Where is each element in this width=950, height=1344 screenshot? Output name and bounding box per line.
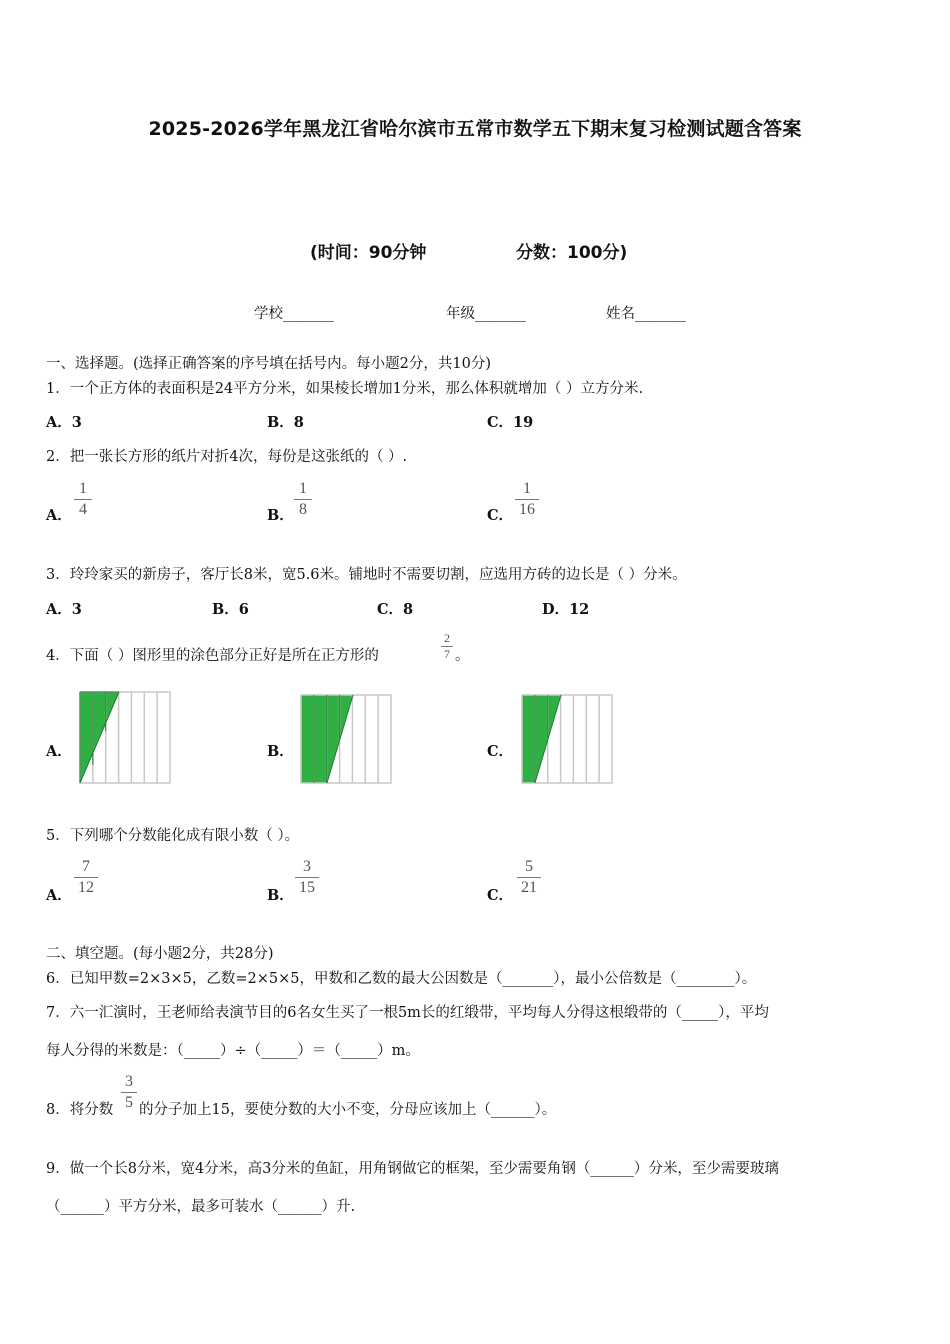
question-4-tail: 。 — [455, 648, 470, 664]
question-8: 8．将分数 — [46, 1102, 114, 1118]
question-7-line-2: 每人分得的米数是：（_____）÷（_____）＝（_____）m。 — [46, 1043, 420, 1059]
q4-figure-a — [79, 691, 171, 784]
q5-option-b: B． — [267, 887, 294, 904]
q4-denominator: 7 — [444, 647, 450, 661]
question-3: 3．玲玲家买的新房子，客厅长8米，宽5.6米。铺地时不需要切割，应选用方砖的边长是（ ）分米。 — [46, 567, 687, 583]
question-5: 5．下列哪个分数能化成有限小数（ ）。 — [46, 828, 300, 844]
q5-option-c: C． — [487, 887, 514, 904]
q5-c-numerator: 5 — [525, 858, 533, 875]
section1-heading: 一、选择题。(选择正确答案的序号填在括号内。每小题2分，共10分) — [46, 356, 491, 372]
q4-option-a: A． — [46, 743, 72, 760]
question-1: 1．一个正方体的表面积是24平方分米，如果棱长增加1分米，那么体积就增加（ ）立方分米. — [46, 381, 644, 397]
q1-option-c: C．19 — [487, 414, 534, 431]
exam-time: (时间：90分钟 — [310, 243, 427, 263]
q2-c-denominator: 16 — [519, 501, 535, 518]
name-field: 姓名_______ — [606, 306, 686, 322]
exam-score: 分数：100分) — [516, 243, 628, 263]
question-4: 4．下面（ ）图形里的涂色部分正好是所在正方形的 — [46, 648, 379, 664]
q8-fraction — [121, 1073, 137, 1112]
q4-option-b: B． — [267, 743, 294, 760]
q3-option-d: D．12 — [542, 601, 590, 618]
q3-option-b: B．6 — [212, 601, 249, 618]
question-7-line-1: 7．六一汇演时，王老师给表演节目的6名女生买了一根5m长的红缎带，平均每人分得这根缎带的（_____），平均 — [46, 1005, 769, 1021]
q2-a-numerator: 1 — [79, 480, 87, 497]
q4-figure-b — [300, 694, 392, 785]
question-9-line-2: （______）平方分米，最多可装水（______）升. — [46, 1199, 356, 1215]
q2-option-b: B． — [267, 507, 294, 524]
grade-field: 年级_______ — [446, 306, 526, 322]
q3-option-a: A．3 — [46, 601, 82, 618]
q8-numerator: 3 — [125, 1073, 133, 1090]
q3-option-c: C．8 — [377, 601, 414, 618]
q8-denominator: 5 — [125, 1094, 133, 1111]
q2-option-c: C． — [487, 507, 514, 524]
q2-a-denominator: 4 — [79, 501, 87, 518]
q4-fraction — [441, 632, 453, 661]
q5-option-a: A． — [46, 887, 72, 904]
q5-b-numerator: 3 — [303, 858, 311, 875]
q5-fraction-c — [517, 858, 541, 897]
q4-c-shaded-trapezoid — [522, 695, 561, 783]
q1-option-b: B．8 — [267, 414, 304, 431]
q1-option-a: A．3 — [46, 414, 82, 431]
q5-fraction-a — [74, 858, 98, 897]
q5-fraction-b — [295, 858, 319, 897]
question-8-tail: 的分子加上15，要使分数的大小不变，分母应该加上（______）。 — [139, 1102, 557, 1118]
q2-fraction-b — [294, 480, 312, 519]
q2-option-a: A． — [46, 507, 72, 524]
q2-b-denominator: 8 — [299, 501, 307, 518]
q5-a-denominator: 12 — [78, 879, 94, 896]
q4-figure-c — [521, 694, 613, 785]
q5-b-denominator: 15 — [299, 879, 315, 896]
question-2: 2．把一张长方形的纸片对折4次，每份是这张纸的（ ）. — [46, 449, 408, 465]
question-6: 6．已知甲数=2×3×5，乙数=2×5×5，甲数和乙数的最大公因数是（_______），最小公倍数是（________）。 — [46, 971, 757, 987]
q4-option-c: C． — [487, 743, 514, 760]
page-title: 2025-2026学年黑龙江省哈尔滨市五常市数学五下期末复习检测试题含答案 — [148, 118, 802, 140]
q5-a-numerator: 7 — [82, 858, 90, 875]
q4-numerator: 2 — [444, 631, 450, 645]
q2-b-numerator: 1 — [299, 480, 307, 497]
q2-c-numerator: 1 — [523, 480, 531, 497]
school-field: 学校_______ — [254, 306, 334, 322]
section2-heading: 二、填空题。(每小题2分，共28分) — [46, 946, 274, 962]
q2-fraction-c — [515, 480, 539, 519]
question-9-line-1: 9．做一个长8分米，宽4分米，高3分米的鱼缸，用角钢做它的框架，至少需要角钢（______）分米，至少需要玻璃 — [46, 1161, 779, 1177]
q2-fraction-a — [74, 480, 92, 519]
q5-c-denominator: 21 — [521, 879, 537, 896]
